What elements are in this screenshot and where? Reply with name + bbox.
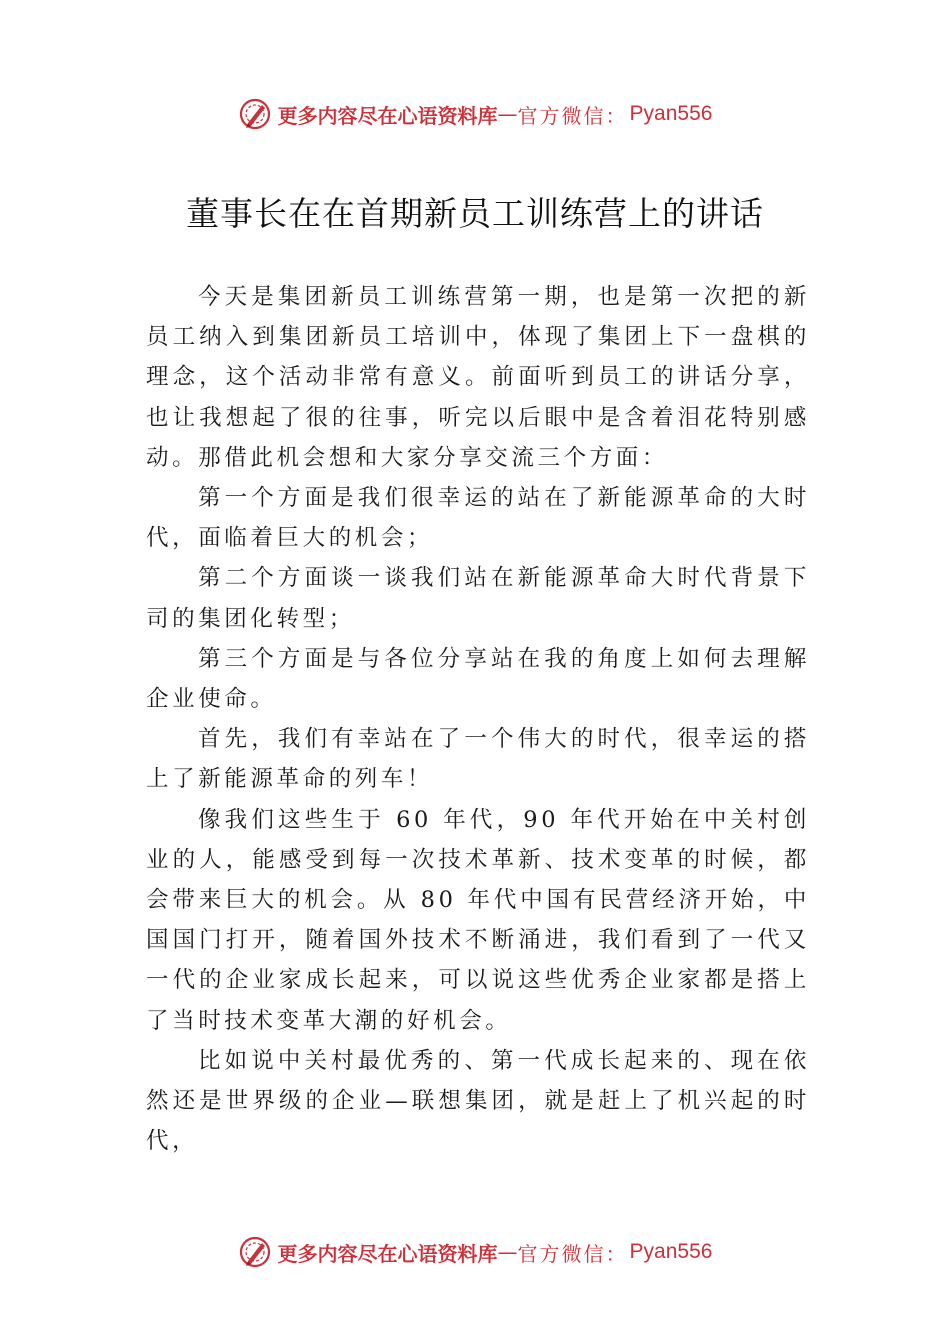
- pen-nib-logo-icon: [238, 1235, 272, 1269]
- watermark-wechat-id: Pyan556: [629, 1240, 713, 1263]
- watermark-main-text: 更多内容尽在心语资料库: [277, 103, 498, 128]
- paragraph: 第二个方面谈一谈我们站在新能源革命大时代背景下司的集团化转型；: [146, 565, 810, 632]
- watermark-label: 官方微信：: [517, 103, 628, 128]
- footer-watermark: [0, 1232, 950, 1272]
- document-body: [146, 277, 810, 1161]
- watermark-wechat-id: Pyan556: [629, 102, 713, 125]
- paragraph: 今天是集团新员工训练营第一期，也是第一次把的新员工纳入到集团新员工培训中，体现了集团上下一盘棋的理念，这个活动非常有意义。前面听到员工的讲话分享，也让我想起了很的往事，听完以后眼中是含着泪花特别感动。那借此机会想和大家分享交流三个方面：: [146, 284, 810, 471]
- watermark-label: 官方微信：: [517, 1241, 628, 1266]
- document-title: 董事长在在首期新员工训练营上的讲话: [186, 194, 764, 233]
- pen-nib-logo-icon: [238, 97, 272, 131]
- paragraph: 比如说中关村最优秀的、第一代成长起来的、现在依然还是世界级的企业—联想集团，就是赶上了机兴起的时代，: [146, 1047, 810, 1155]
- paragraph: 第三个方面是与各位分享站在我的角度上如何去理解企业使命。: [146, 645, 810, 713]
- header-watermark: [0, 94, 950, 134]
- paragraph: 第一个方面是我们很幸运的站在了新能源革命的大时代，面临着巨大的机会；: [146, 485, 810, 552]
- watermark-separator: —: [497, 1240, 518, 1264]
- paragraph: 像我们这些生于 60 年代，90 年代开始在中关村创业的人，能感受到每一次技术革新、技术变革的时候，都会带来巨大的机会。从 80 年代中国有民营经济开始，中国国门打开，随着国外技术不断涌进，我们看到了一代又一代的企业家成长起来，可以说这些优秀企业家都是搭上了当时技术变革大潮的好机会。: [146, 806, 810, 1034]
- paragraph: 首先，我们有幸站在了一个伟大的时代，很幸运的搭上了新能源革命的列车！: [146, 726, 810, 793]
- watermark-separator: —: [497, 102, 518, 126]
- watermark-main-text: 更多内容尽在心语资料库: [277, 1241, 498, 1266]
